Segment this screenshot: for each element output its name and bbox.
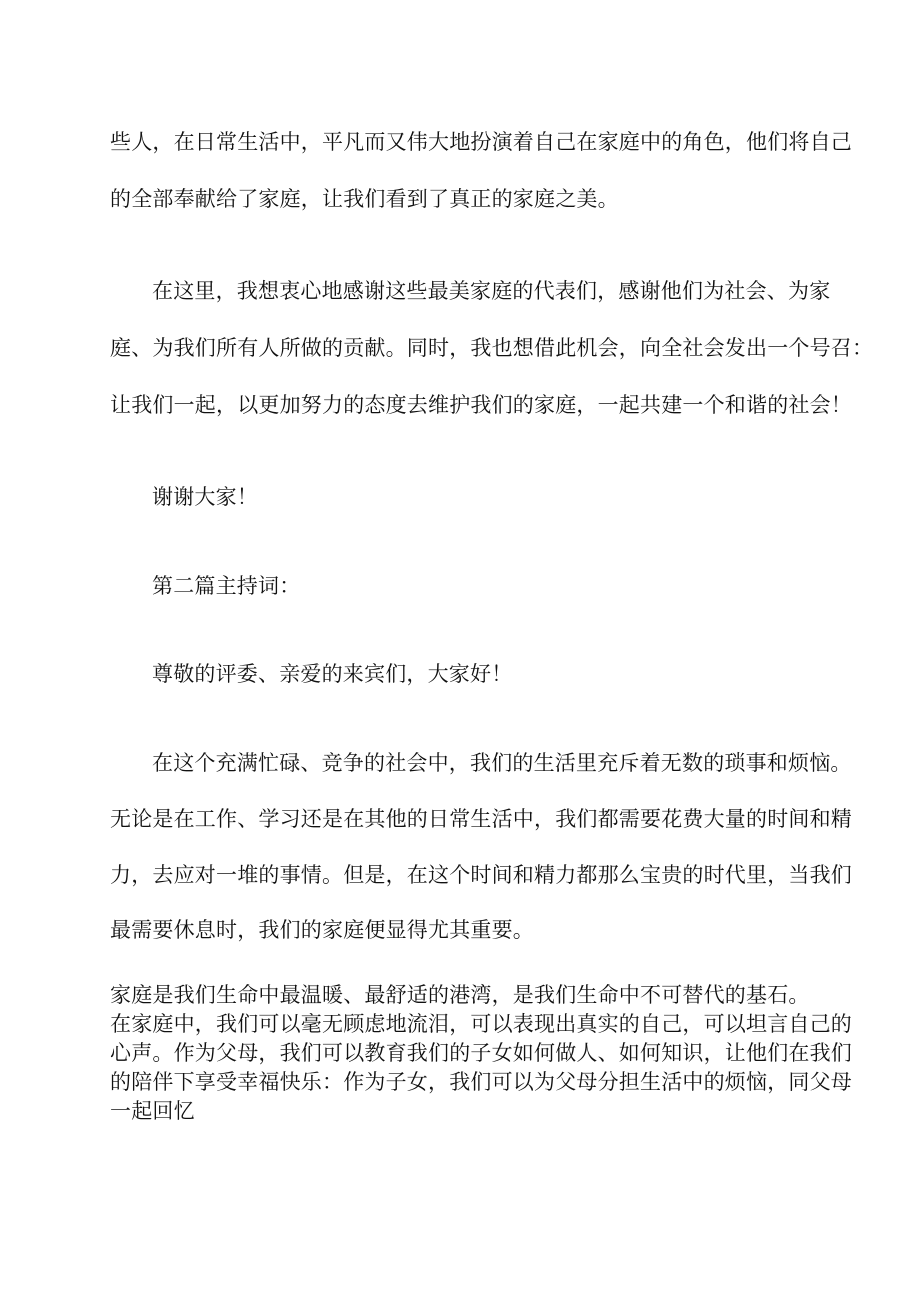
paragraph-5-line-5: 一起回忆: [110, 1099, 195, 1123]
greeting: 尊敬的评委、亲爱的来宾们，大家好！: [152, 662, 513, 686]
closing-thanks: 谢谢大家！: [152, 485, 258, 509]
paragraph-2-line-2: 庭、为我们所有人所做的贡献。同时，我也想借此机会，向全社会发出一个号召：: [110, 336, 874, 360]
paragraph-1-line-2: 的全部奉献给了家庭，让我们看到了真正的家庭之美。: [110, 187, 619, 211]
paragraph-4-line-3: 力，去应对一堆的事情。但是，在这个时间和精力都那么宝贵的时代里，当我们: [110, 863, 852, 887]
paragraph-4-line-1: 在这个充满忙碌、竞争的社会中，我们的生活里充斥着无数的琐事和烦恼。: [152, 751, 852, 775]
paragraph-1-line-1: 些人，在日常生活中，平凡而又伟大地扮演着自己在家庭中的角色，他们将自己: [110, 130, 852, 154]
paragraph-4-line-4: 最需要休息时，我们的家庭便显得尤其重要。: [110, 918, 534, 942]
paragraph-2-line-1: 在这里，我想衷心地感谢这些最美家庭的代表们，感谢他们为社会、为家: [152, 279, 831, 303]
section-heading: 第二篇主持词：: [152, 574, 301, 598]
paragraph-2-line-3: 让我们一起，以更加努力的态度去维护我们的家庭，一起共建一个和谐的社会！: [110, 393, 852, 417]
paragraph-5-line-4: 的陪伴下享受幸福快乐：作为子女，我们可以为父母分担生活中的烦恼，同父母: [110, 1070, 852, 1094]
paragraph-4-line-2: 无论是在工作、学习还是在其他的日常生活中，我们都需要花费大量的时间和精: [110, 807, 852, 831]
paragraph-5-line-3: 心声。作为父母，我们可以教育我们的子女如何做人、如何知识，让他们在我们: [110, 1041, 852, 1065]
paragraph-5-line-2: 在家庭中，我们可以毫无顾虑地流泪，可以表现出真实的自己，可以坦言自己的: [110, 1012, 852, 1036]
paragraph-5-line-1: 家庭是我们生命中最温暖、最舒适的港湾，是我们生命中不可替代的基石。: [110, 983, 810, 1007]
